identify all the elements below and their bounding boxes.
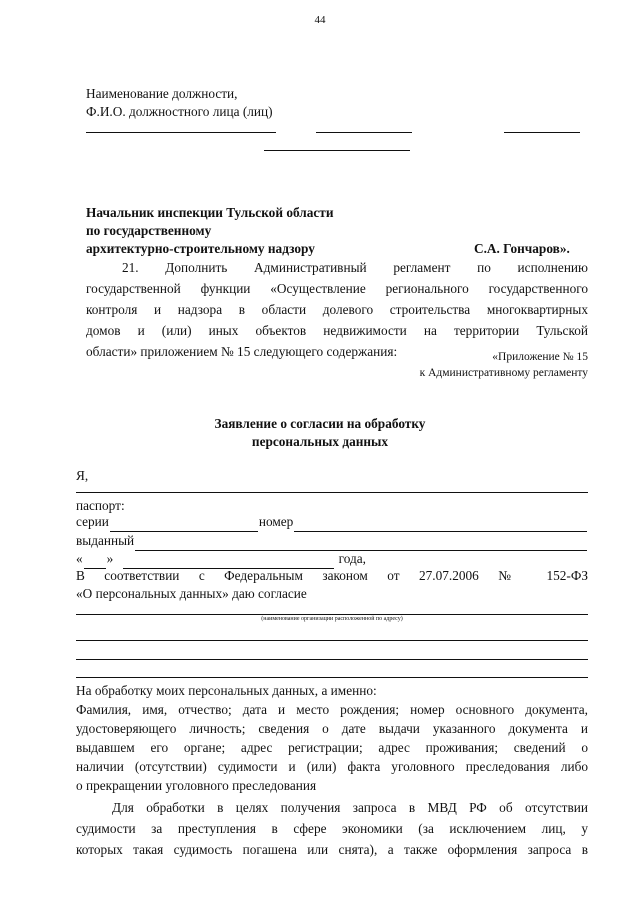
item21-line3: контроля и надзора в области долевого строительства многоквартирных (86, 302, 588, 317)
quote-close: » (106, 551, 114, 566)
ya-label: Я, (76, 468, 89, 483)
signatory-line3: архитектурно-строительному надзору (86, 241, 315, 256)
number-blank (294, 517, 587, 532)
purpose-line1: Для обработки в целях получения запроса в МВД РФ об отсутствии (112, 800, 588, 815)
number-label: номер (258, 514, 294, 529)
signature-blank-line (316, 132, 412, 133)
purpose-line2: судимости за преступления в сфере экономики (за исключением лиц, у (76, 821, 588, 836)
law-line1: В соответствии с Федеральным законом от 27.07.2006 № 152-ФЗ (76, 568, 588, 583)
org-blank-line-4 (76, 677, 588, 678)
consent-line4: наличии (отсутствии) судимости и (или) факта уголовного преследования либо (76, 759, 588, 774)
series-label: серии (76, 514, 109, 529)
quote-open: « (76, 551, 83, 566)
appendix-line2: к Административному регламенту (419, 367, 588, 379)
appendix-line1: «Приложение № 15 (492, 351, 588, 363)
purpose-line3: которых такая судимость погашена или снята), а также оформления запроса в (76, 842, 588, 857)
statement-title-line2: персональных данных (251, 434, 389, 449)
item21-line2: государственной функции «Осуществление регионального государственного (86, 281, 588, 296)
consent-line5: о прекращении уголовного преследования (76, 778, 317, 793)
official-name-label: Ф.И.О. должностного лица (лиц) (86, 104, 273, 119)
consent-line3: выдавшем его органе; адрес регистрации; адрес проживания; сведений о (76, 740, 588, 755)
signatory-line1: Начальник инспекции Тульской области (86, 205, 334, 220)
series-blank (110, 517, 258, 532)
org-caption: (наименование организации расположенной по адресу) (261, 616, 403, 622)
series-number-row (76, 512, 588, 532)
org-blank-line (76, 614, 588, 615)
year-label: года, (338, 551, 366, 566)
signatory-name: С.А. Гончаров». (474, 241, 570, 256)
fullname-blank-line (76, 492, 588, 493)
item21-line5: области» приложением № 15 следующего содержания: (86, 344, 398, 359)
org-blank-line-3 (76, 659, 588, 660)
issued-row (76, 531, 588, 551)
passport-label: паспорт: (76, 498, 125, 513)
consent-line2: удостоверяющего личность; сведения о дате выдачи указанного документа и (76, 721, 588, 736)
name-blank-line (264, 150, 410, 151)
item21-line4: домов и (или) иных объектов недвижимости на территории Тульской (86, 323, 588, 338)
page-number: 44 (314, 14, 326, 26)
statement-title-line1: Заявление о согласии на обработку (214, 416, 426, 431)
org-blank-line-2 (76, 640, 588, 641)
position-blank-line (86, 132, 276, 133)
issued-label: выданный (76, 533, 135, 548)
item21-line1: 21. Дополнить Административный регламент по исполнению (122, 260, 588, 275)
consent-intro: На обработку моих персональных данных, а именно: (76, 683, 377, 698)
signatory-line2: по государственному (86, 223, 212, 238)
position-title-label: Наименование должности, (86, 86, 238, 101)
consent-line1: Фамилия, имя, отчество; дата и место рождения; номер основного документа, (76, 702, 588, 717)
date-blank-line (504, 132, 580, 133)
law-line2: «О персональных данных» даю согласие (76, 586, 307, 601)
